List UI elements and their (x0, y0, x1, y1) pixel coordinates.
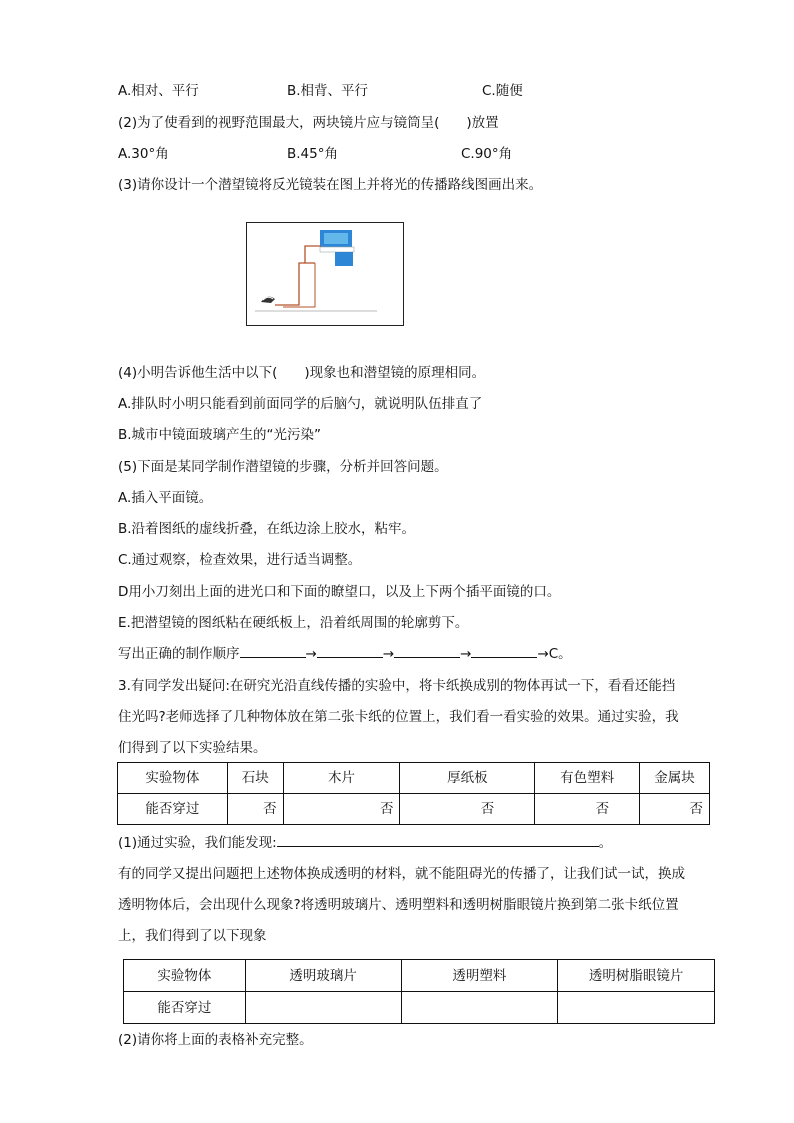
answer-blank[interactable] (240, 645, 306, 658)
question-3-paragraph: 透明物体后，会出现什么现象?将透明玻璃片、透明塑料和透明树脂眼镜片换到第二张卡纸位置 (118, 897, 679, 913)
answer-cell[interactable] (401, 992, 558, 1024)
question-2-3-stem: (3)请你设计一个潜望镜将反光镜装在图上并将光的传播路线图画出来。 (118, 177, 543, 193)
order-answer-end: →C。 (537, 646, 572, 662)
question-2-5-stem: (5)下面是某同学制作潜望镜的步骤，分析并回答问题。 (118, 459, 448, 475)
table-cell: 否 (400, 794, 535, 825)
table-row (118, 763, 710, 794)
table-cell: 否 (227, 794, 283, 825)
lower-blue-block (335, 252, 353, 266)
option-a: A.30°角 (118, 146, 169, 162)
arrow: → (305, 646, 317, 662)
option-b: B.城市中镜面玻璃产生的“光污染” (118, 427, 322, 443)
light-path-lower (275, 263, 305, 305)
table-row (124, 992, 715, 1024)
table-header-cell: 透明树脂眼镜片 (558, 960, 715, 992)
question-3-paragraph: 上，我们得到了以下现象 (118, 928, 267, 944)
answer-cell[interactable] (245, 992, 401, 1024)
table-header-cell: 实验物体 (124, 960, 246, 992)
tube-gap (320, 247, 354, 252)
option-a: A.排队时小明只能看到前面同学的后脑勺，就说明队伍排直了 (118, 396, 483, 412)
table-row (118, 794, 710, 825)
question-3-paragraph: 有的同学又提出问题把上述物体换成透明的材料，就不能阻碍光的传播了，让我们试一试，换成 (118, 866, 685, 882)
table-header-cell: 透明玻璃片 (245, 960, 401, 992)
results-table-1 (117, 762, 710, 825)
question-3-1-suffix: 。 (598, 835, 613, 851)
table-cell: 否 (640, 794, 710, 825)
answer-blank[interactable] (394, 645, 460, 658)
table-cell: 否 (283, 794, 400, 825)
table-header-cell: 有色塑料 (535, 763, 640, 794)
answer-blank[interactable] (317, 645, 383, 658)
question-2-2-stem: (2)为了使看到的视野范围最大，两块镜片应与镜筒呈( )放置 (118, 115, 499, 131)
table-cell: 能否穿过 (124, 992, 246, 1024)
question-3-1-prefix: (1)通过实验，我们能发现: (118, 835, 277, 851)
arrow: → (382, 646, 395, 662)
option-c: C.随便 (482, 83, 523, 99)
question-3-2: (2)请你将上面的表格补充完整。 (118, 1032, 313, 1048)
answer-cell[interactable] (558, 992, 715, 1024)
table-header-cell: 实验物体 (118, 763, 228, 794)
periscope-figure (246, 222, 404, 326)
step-item: A.插入平面镜。 (118, 490, 213, 506)
step-item: C.通过观察，检查效果，进行适当调整。 (118, 552, 362, 568)
table-row (124, 960, 715, 992)
table-header-cell: 石块 (227, 763, 283, 794)
table-header-cell: 厚纸板 (400, 763, 535, 794)
question-3-intro: 住光吗?老师选择了几种物体放在第二张卡纸的位置上，我们看一看实验的效果。通过实验，我 (118, 709, 679, 725)
question-3-1 (118, 834, 612, 852)
light-path-upper (305, 246, 321, 263)
answer-blank[interactable] (277, 834, 599, 847)
order-answer-line (118, 645, 572, 663)
answer-blank[interactable] (471, 645, 537, 658)
option-b: B.相背、平行 (287, 83, 369, 99)
table-cell: 否 (535, 794, 640, 825)
step-item: B.沿着图纸的虚线折叠，在纸边涂上胶水，粘牢。 (118, 521, 416, 537)
option-b: B.45°角 (287, 146, 338, 162)
question-2-4-stem: (4)小明告诉他生活中以下( )现象也和潜望镜的原理相同。 (118, 365, 486, 381)
question-3-intro: 们得到了以下实验结果。 (118, 740, 267, 756)
table-header-cell: 透明塑料 (401, 960, 558, 992)
option-a: A.相对、平行 (118, 83, 199, 99)
step-item: E.把潜望镜的图纸粘在硬纸板上，沿着纸周围的轮廓剪下。 (118, 615, 469, 631)
arrow: → (460, 646, 472, 662)
table-header-cell: 金属块 (640, 763, 710, 794)
step-item: D用小刀刻出上面的进光口和下面的瞭望口，以及上下两个插平面镜的口。 (118, 584, 561, 600)
table-cell: 能否穿过 (118, 794, 228, 825)
option-c: C.90°角 (461, 146, 513, 162)
order-answer-prefix: 写出正确的制作顺序 (118, 646, 240, 662)
top-mirror-highlight (324, 233, 348, 244)
table-header-cell: 木片 (283, 763, 400, 794)
question-3-intro: 3.有同学发出疑问:在研究光沿直线传播的实验中，将卡纸换成别的物体再试一下，看看还能挡 (118, 678, 676, 694)
results-table-2 (123, 959, 715, 1024)
periscope-diagram (247, 223, 403, 325)
